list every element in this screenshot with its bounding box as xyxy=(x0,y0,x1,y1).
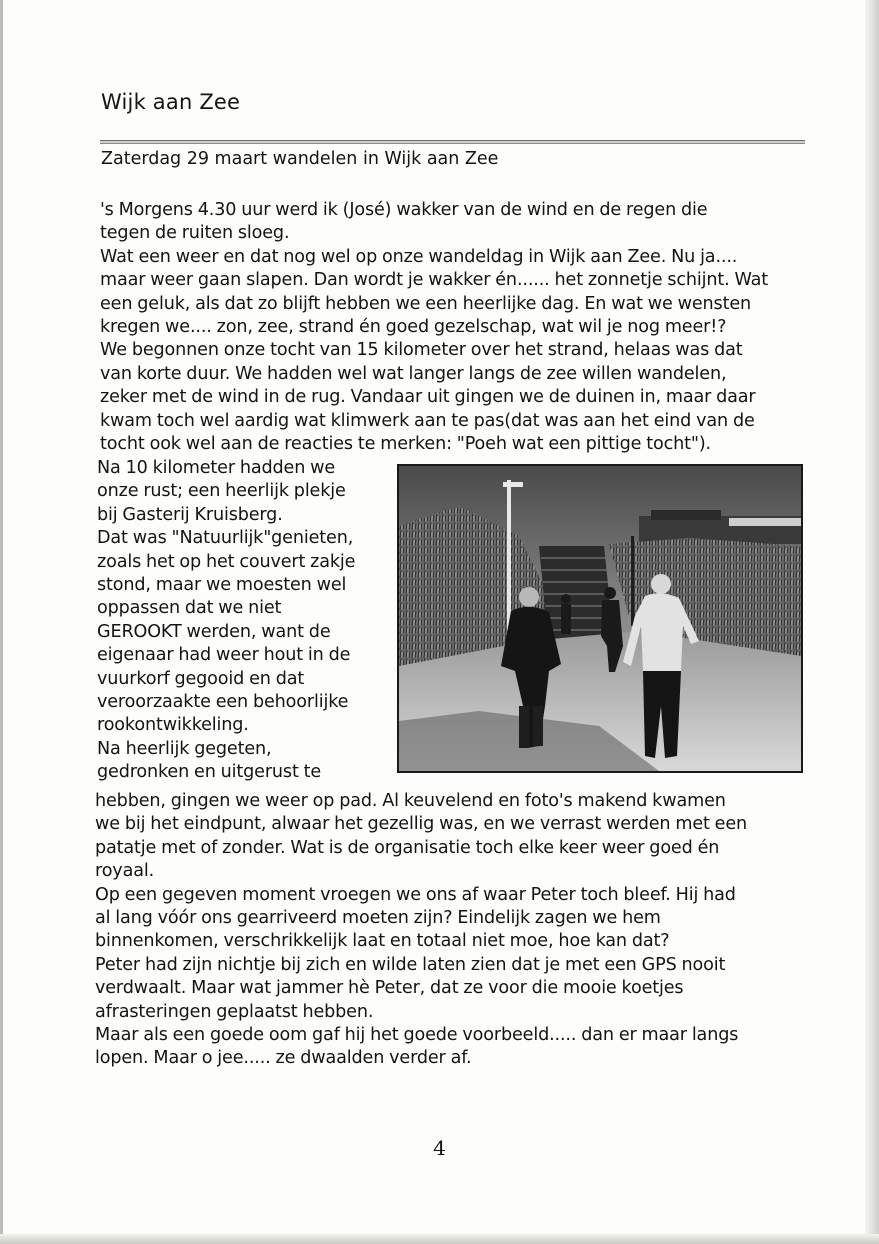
photo-walkers-on-dune-path xyxy=(397,464,803,773)
article-left-column-text: Na 10 kilometer hadden we onze rust; een heerlijk plekje bij Gasterij Kruisberg. Dat was "Natuurlijk"genieten, zoals het op het couvert zakje stond, maar we moesten wel oppassen dat we niet GEROOKT werden, want de eigenaar had weer hout in de vuurkorf gegooid en dat veroorzaakte een behoorlijke rookontwikkeling. Na heerlijk gegeten, gedronken en uitgerust te xyxy=(97,458,356,783)
header-title: Wijk aan Zee xyxy=(101,90,241,114)
article-continuation-text: hebben, gingen we weer op pad. Al keuvelend en foto's makend kwamen we bij het eindpunt, alwaar het gezellig was, en we verrast werden met een patatje met of zonder. Wat is de organisatie toch elke keer weer goed én royaal. Op een gegeven moment vroegen we ons af waar Peter toch bleef. Hij had al lang vóór ons gearriveerd moeten zijn? Eindelijk zagen we hem binnenkomen, verschrikkelijk laat en totaal niet moe, hoe kan dat? Peter had zijn nichtje bij zich en wilde laten zien dat je met een GPS nooit verdwaalt. Maar wat jammer hè Peter, dat ze voor die mooie koetjes afrasteringen geplaatst hebben. Maar als een goede oom gaf hij het goede voorbeeld..... dan er maar langs lopen. Maar o jee..... ze dwaalden verder af. xyxy=(95,791,748,1069)
page-edge-right xyxy=(865,0,879,1244)
header-rule xyxy=(100,140,805,144)
article-intro-paragraphs: 's Morgens 4.30 uur werd ik (José) wakker van de wind en de regen die tegen de ruiten sloeg. Wat een weer en dat nog wel op onze wandeldag in Wijk aan Zee. Nu ja.... maar weer gaan slapen. Dan wordt je wakker én...... het zonnetje schijnt. Wat een geluk, als dat zo blijft hebben we een heerlijke dag. En wat we wensten kregen we.... zon, zee, strand én goed gezelschap, wat wil je nog meer!? We begonnen onze tocht van 15 kilometer over het strand, helaas was dat van korte duur. We hadden wel wat langer langs de zee willen wandelen, zeker met de wind in de rug. Vandaar uit gingen we de duinen in, maar daar kwam toch wel aardig wat klimwerk aan te pas(dat was aan het eind van de tocht ook wel aan de reacties te merken: "Poeh wat een pittige tocht"). xyxy=(100,200,769,455)
photo-image xyxy=(399,466,801,771)
page-number: 4 xyxy=(433,1136,446,1160)
page-edge-bottom xyxy=(0,1234,879,1244)
page-edge-left xyxy=(0,0,3,1244)
article-subtitle: Zaterdag 29 maart wandelen in Wijk aan Zee xyxy=(101,149,499,169)
